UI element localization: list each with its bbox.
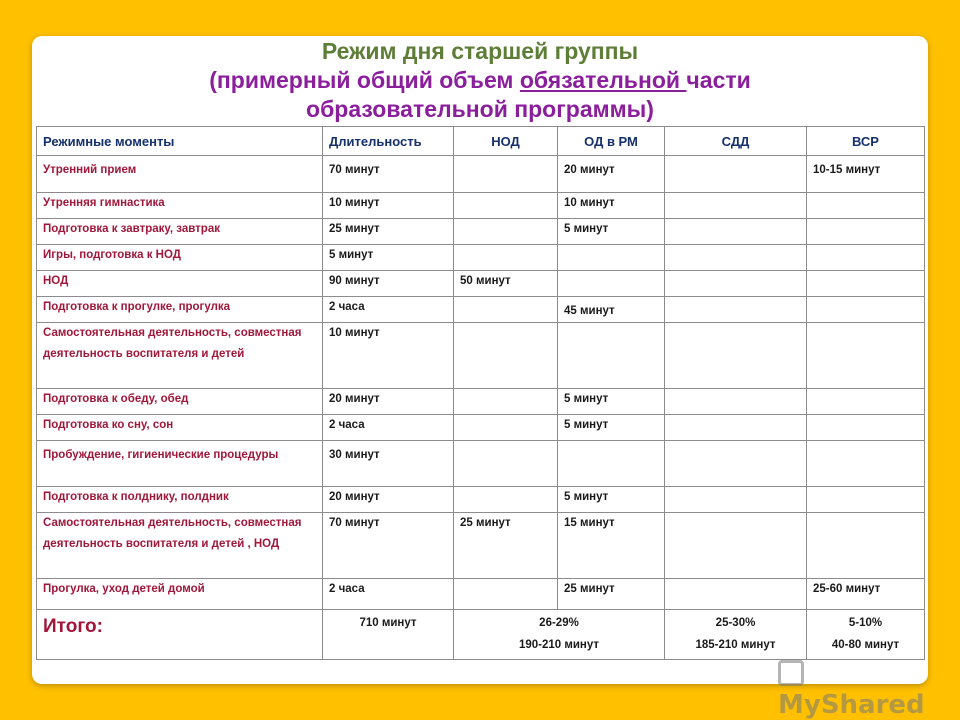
cell-sdd xyxy=(665,415,807,441)
cell-nod xyxy=(454,487,558,513)
total-nod-od-minutes: 190-210 минут xyxy=(518,639,600,651)
total-vsr-minutes: 40-80 минут xyxy=(831,639,900,651)
cell-duration: 2 часа xyxy=(323,415,454,441)
cell-vsr xyxy=(807,219,925,245)
cell-sdd xyxy=(665,297,807,323)
table-row xyxy=(37,487,925,513)
cell-vsr xyxy=(807,513,925,579)
cell-od: 25 минут xyxy=(558,579,665,610)
cell-name: Игры, подготовка к НОД xyxy=(37,245,323,271)
slide-card xyxy=(32,36,928,684)
cell-nod xyxy=(454,193,558,219)
cell-sdd xyxy=(665,389,807,415)
title-underlined-word: обязательной xyxy=(519,67,687,93)
cell-sdd xyxy=(665,193,807,219)
cell-duration: 70 минут xyxy=(323,513,454,579)
table-row xyxy=(37,245,925,271)
cell-nod xyxy=(454,156,558,193)
table-row xyxy=(37,579,925,610)
cell-name: Самостоятельная деятельность, совместная деятельность воспитателя и детей xyxy=(37,323,323,389)
total-label: Итого: xyxy=(37,610,323,660)
cell-vsr: 10-15 минут xyxy=(807,156,925,193)
cell-od: 10 минут xyxy=(558,193,665,219)
cell-duration: 2 часа xyxy=(323,579,454,610)
table-row xyxy=(37,193,925,219)
table-row xyxy=(37,441,925,487)
total-duration: 710 минут xyxy=(323,610,454,660)
cell-sdd xyxy=(665,323,807,389)
table-row xyxy=(37,389,925,415)
cell-vsr xyxy=(807,323,925,389)
cell-vsr: 25-60 минут xyxy=(807,579,925,610)
cell-nod: 25 минут xyxy=(454,513,558,579)
cell-od: 45 минут xyxy=(558,297,665,323)
cell-name: Утренний прием xyxy=(37,156,323,193)
cell-duration: 90 минут xyxy=(323,271,454,297)
table-row xyxy=(37,323,925,389)
cell-name: Подготовка ко сну, сон xyxy=(37,415,323,441)
table-row xyxy=(37,297,925,323)
cell-sdd xyxy=(665,271,807,297)
total-sdd xyxy=(665,610,807,660)
header-duration: Длительность xyxy=(323,127,454,156)
cell-sdd xyxy=(665,579,807,610)
cell-vsr xyxy=(807,271,925,297)
table-row xyxy=(37,219,925,245)
watermark-text: MyShared xyxy=(778,690,925,720)
total-vsr xyxy=(807,610,925,660)
table-header-row xyxy=(37,127,925,156)
cell-duration: 20 минут xyxy=(323,389,454,415)
cell-name: Самостоятельная деятельность, совместная деятельность воспитателя и детей , НОД xyxy=(37,513,323,579)
cell-nod xyxy=(454,323,558,389)
watermark-logo-icon xyxy=(778,660,804,686)
cell-od: 15 минут xyxy=(558,513,665,579)
cell-duration: 5 минут xyxy=(323,245,454,271)
cell-vsr xyxy=(807,415,925,441)
cell-vsr xyxy=(807,389,925,415)
cell-od: 5 минут xyxy=(558,219,665,245)
cell-name: Прогулка, уход детей домой xyxy=(37,579,323,610)
cell-od xyxy=(558,271,665,297)
total-nod-od xyxy=(454,610,665,660)
cell-duration: 20 минут xyxy=(323,487,454,513)
cell-name: Подготовка к полднику, полдник xyxy=(37,487,323,513)
cell-od: 5 минут xyxy=(558,415,665,441)
cell-od: 5 минут xyxy=(558,487,665,513)
total-sdd-percent: 25-30% xyxy=(715,617,756,629)
cell-od xyxy=(558,323,665,389)
cell-nod xyxy=(454,415,558,441)
slide-title xyxy=(32,36,928,124)
cell-sdd xyxy=(665,513,807,579)
total-vsr-percent: 5-10% xyxy=(848,617,883,629)
cell-od xyxy=(558,245,665,271)
cell-vsr xyxy=(807,487,925,513)
total-row xyxy=(37,610,925,660)
table-row xyxy=(37,513,925,579)
cell-sdd xyxy=(665,219,807,245)
cell-nod xyxy=(454,579,558,610)
cell-vsr xyxy=(807,245,925,271)
cell-name: Утренняя гимнастика xyxy=(37,193,323,219)
cell-name: Подготовка к обеду, обед xyxy=(37,389,323,415)
title-line-3: образовательной программы) xyxy=(306,96,654,122)
cell-name: НОД xyxy=(37,271,323,297)
cell-duration: 30 минут xyxy=(323,441,454,487)
cell-vsr xyxy=(807,441,925,487)
cell-duration: 70 минут xyxy=(323,156,454,193)
header-od: ОД в РМ xyxy=(558,127,665,156)
header-vsr: ВСР xyxy=(807,127,925,156)
table-row xyxy=(37,156,925,193)
schedule-table xyxy=(36,126,925,660)
header-nod: НОД xyxy=(454,127,558,156)
cell-duration: 25 минут xyxy=(323,219,454,245)
cell-sdd xyxy=(665,441,807,487)
cell-od xyxy=(558,441,665,487)
cell-nod xyxy=(454,389,558,415)
cell-sdd xyxy=(665,156,807,193)
table-row xyxy=(37,415,925,441)
cell-name: Подготовка к прогулке, прогулка xyxy=(37,297,323,323)
watermark xyxy=(778,660,938,720)
cell-od: 5 минут xyxy=(558,389,665,415)
title-line-2-start: (примерный общий объем xyxy=(209,67,520,93)
cell-nod xyxy=(454,219,558,245)
header-sdd: СДД xyxy=(665,127,807,156)
cell-name: Подготовка к завтраку, завтрак xyxy=(37,219,323,245)
title-line-1: Режим дня старшей группы xyxy=(321,38,639,64)
title-line-2 xyxy=(32,66,928,95)
cell-nod xyxy=(454,441,558,487)
cell-duration: 10 минут xyxy=(323,193,454,219)
cell-name: Пробуждение, гигиенические процедуры xyxy=(37,441,323,487)
total-nod-od-percent: 26-29% xyxy=(539,617,579,629)
cell-nod xyxy=(454,297,558,323)
cell-sdd xyxy=(665,245,807,271)
cell-duration: 2 часа xyxy=(323,297,454,323)
cell-sdd xyxy=(665,487,807,513)
cell-duration: 10 минут xyxy=(323,323,454,389)
cell-vsr xyxy=(807,193,925,219)
title-line-2-end: части xyxy=(686,67,751,93)
header-regime: Режимные моменты xyxy=(37,127,323,156)
table-row xyxy=(37,271,925,297)
cell-vsr xyxy=(807,297,925,323)
total-sdd-minutes: 185-210 минут xyxy=(695,639,776,651)
cell-nod xyxy=(454,245,558,271)
cell-od: 20 минут xyxy=(558,156,665,193)
cell-nod: 50 минут xyxy=(454,271,558,297)
